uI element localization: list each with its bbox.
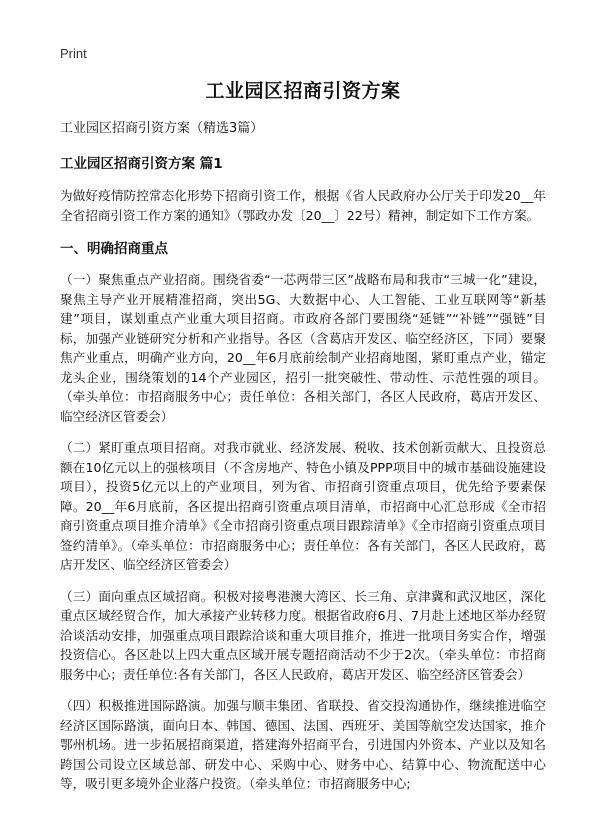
intro-paragraph: 为做好疫情防控常态化形势下招商引资工作，根据《省人民政府办公厅关于印发20__年全省招商引资工作方案的通知》（鄂政办发〔20__〕22号）精神，制定如下工作方案。	[60, 188, 546, 223]
paragraph-item-2: （二）紧盯重点项目招商。对我市就业、经济发展、税收、技术创新贡献大、且投资总额在10亿元以上的强核项目（不含房地产、特色小镇及PPP项目中的城市基础设施建设项目），投资5亿元以上的产业项目，列为省、市招商引资重点项目，优先给予要素保障。20__年6月底前，各区提出招商引资重点项目清单，市招商中心汇总形成《全市招商引资重点项目推介清单》《全市招商引资重点项目跟踪清单》《全市招商引资重点项目签约清单》。（牵头单位：市招商服务中心；责任单位：各有关部门，各区人民政府，葛店开发区、临空经济区管委会）	[60, 440, 546, 572]
paragraph-item-3: （三）面向重点区域招商。积极对接粤港澳大湾区、长三角、京津冀和武汉地区，深化重点区域经贸合作，加大承接产业转移力度。根据省政府6月、7月赴上述地区举办经贸洽谈活动安排，加强重点项目跟踪洽谈和重大项目推介，推进一批项目务实合作，增强投资信心。各区赴以上四大重点区域开展专题招商活动不少于2次。（牵头单位：市招商服务中心；责任单位:各有关部门，各区人民政府，葛店开发区、临空经济区管委会）	[60, 588, 546, 682]
section-title: 工业园区招商引资方案 篇1	[60, 156, 223, 172]
paragraph-item-1: （一）聚焦重点产业招商。围绕省委“一芯两带三区”战略布局和我市“三城一化”建设，聚焦主导产业开展精准招商，突出5G、大数据中心、人工智能、工业互联网等“新基建”项目，谋划重点产业重大项目招商。市政府各部门要围绕“延链”“补链”“强链”目标，加强产业链研究分析和产业指导。各区（含葛店开发区、临空经济区，下同）要聚焦产业重点，明确产业方向，20__年6月底前绘制产业招商地图，紧盯重点产业，锚定龙头企业，围绕策划的14个产业园区，招引一批突破性、带动性、示范性强的项目。（牵头单位：市招商服务中心；责任单位：各相关部门，各区人民政府，葛店开发区、临空经济区管委会）	[60, 272, 546, 424]
heading-focus-areas: 一、明确招商重点	[60, 241, 168, 257]
paragraph-item-4: （四）积极推进国际路演。加强与顺丰集团、省联投、省交投沟通协作，继续推进临空经济区国际路演，面向日本、韩国、德国、法国、西班牙、美国等航空发达国家，推介鄂州机场。进一步拓展招商渠道，搭建海外招商平台，引进国内外资本、产业以及知名跨国公司设立区域总部、研发中心、采购中心、财务中心、结算中心、物流配送中心等，吸引更多境外企业落户投资。（牵头单位：市招商服务中心;	[60, 698, 546, 791]
document-body	[60, 76, 546, 806]
document-title: 工业园区招商引资方案	[205, 80, 401, 102]
document-subtitle: 工业园区招商引资方案（精选3篇）	[60, 121, 264, 136]
print-link[interactable]: Print	[60, 46, 87, 61]
